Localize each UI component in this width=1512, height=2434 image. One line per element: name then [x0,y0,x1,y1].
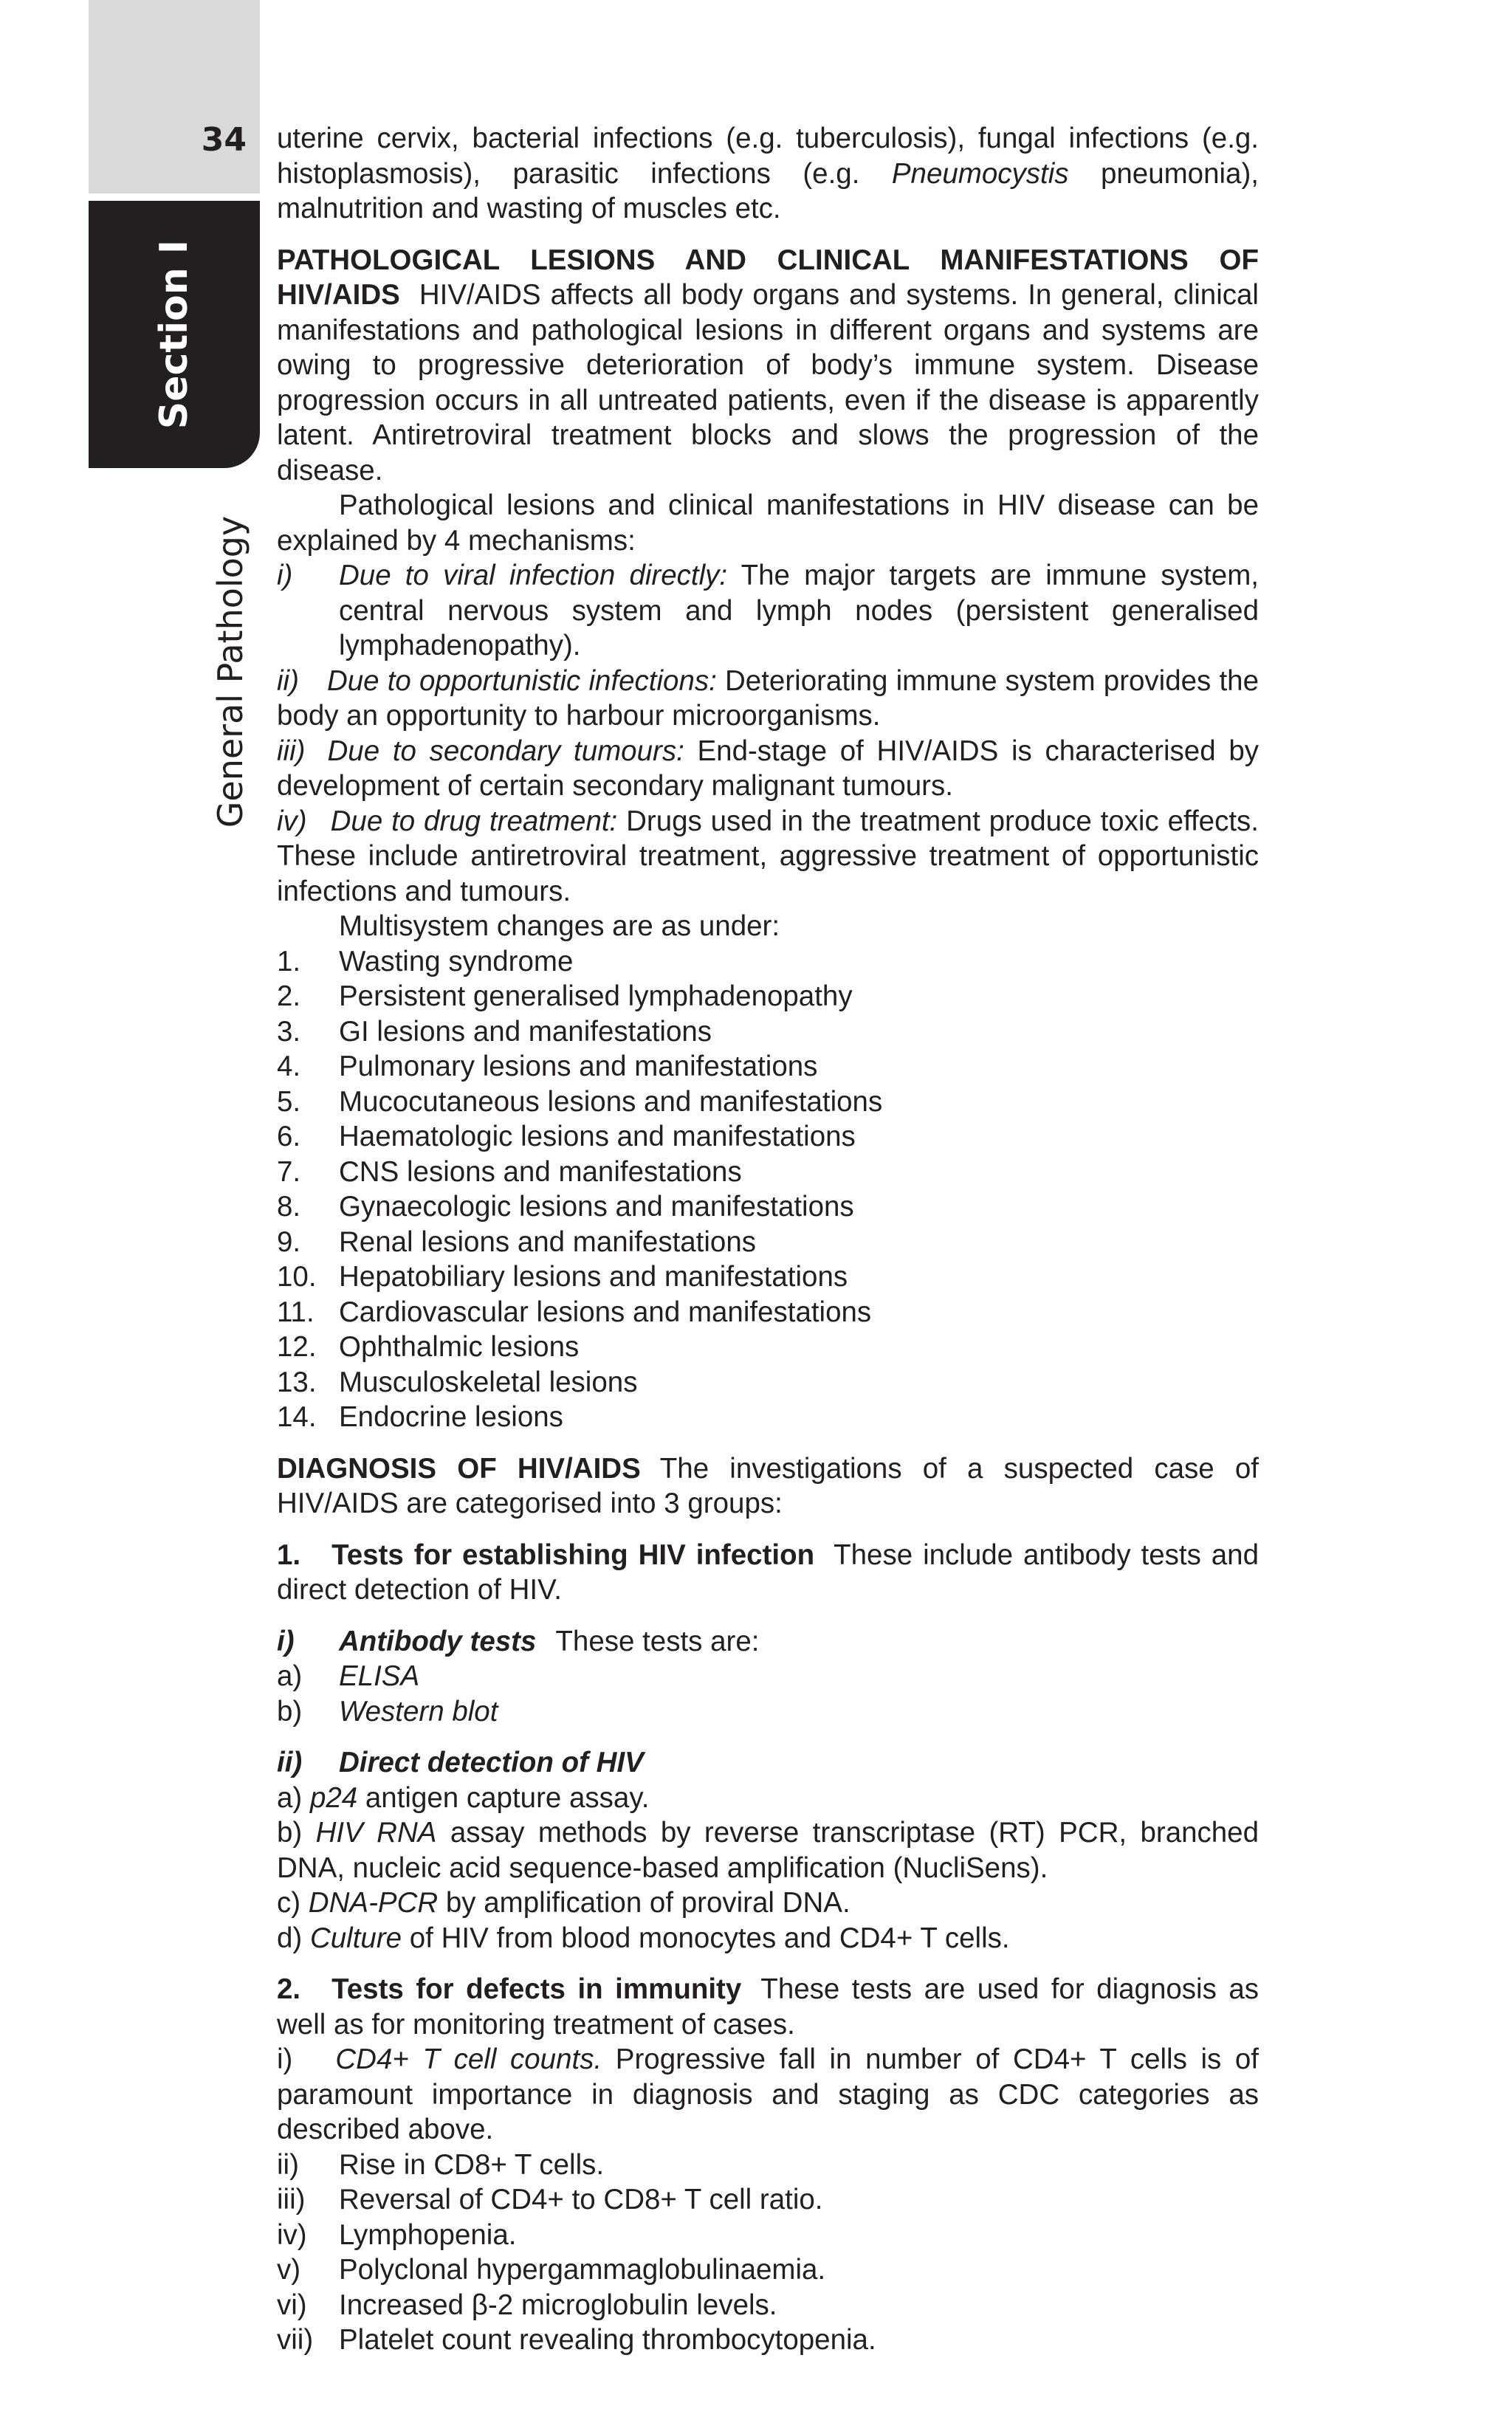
list-item: vi) Increased β-2 microglobulin levels. [277,2289,777,2321]
multisystem-list [277,944,1259,1435]
running-title: General Pathology [210,515,250,828]
direct-detection [277,1745,1259,1956]
section-tab [89,201,260,468]
list-item: ii) Rise in CD8+ T cells. [277,2148,605,2181]
list-item: 3. GI lesions and manifestations [277,1015,712,1048]
list-item: vii) Platelet count revealing thrombocytopenia. [277,2324,876,2356]
mechanism-paragraph: iv) Due to drug treatment: Drugs used in the treatment produce toxic effects. These include antiretroviral treatment, aggressive treatment of opportunistic infections and tumours. [277,805,1259,907]
mechanisms-intro: Pathological lesions and clinical manifestations in HIV disease can be explained by 4 mechanisms: [277,489,1259,557]
cd4-paragraph: i) CD4+ T cell counts. Progressive fall in number of CD4+ T cells is of paramount importance in diagnosis and staging as CDC categories as described above. [277,2043,1259,2145]
list-item: 10. Hepatobiliary lesions and manifestations [277,1261,848,1293]
list-item: 9. Renal lesions and manifestations [277,1225,756,1258]
list-item: 14. Endocrine lesions [277,1401,563,1433]
list-item: 4. Pulmonary lesions and manifestations [277,1051,818,1082]
pathology-heading: PATHOLOGICAL LESIONS AND CLINICAL MANIFESTATIONS OF HIV/AIDS [277,244,1259,311]
list-item: 8. Gynaecologic lesions and manifestations [277,1191,854,1223]
diagnosis-heading: DIAGNOSIS OF HIV/AIDS [277,1452,641,1485]
mechanism-list [277,558,1259,664]
list-item: c) DNA-PCR by amplification of proviral DNA. [277,1887,850,1919]
mechanism-paragraph: ii) Due to opportunistic infections: Deteriorating immune system provides the body an opportunity to harbour microorganisms. [277,664,1259,732]
list-item: iv) Lymphopenia. [277,2218,517,2251]
mechanism-paragraph: iii) Due to secondary tumours: End-stage of HIV/AIDS is characterised by development of certain secondary malignant tumours. [277,735,1259,802]
list-item: 12. Ophthalmic lesions [277,1331,580,1363]
immunity-list [277,2148,1259,2358]
antibody-tests [277,1624,1259,1730]
list-item: b) Western blot [277,1695,498,1727]
pathology-paragraph: PATHOLOGICAL LESIONS AND CLINICAL MANIFESTATIONS OF HIV/AIDS HIV/AIDS affects all body organs and systems. In general, clinical manifestations and pathological lesions in different organs and systems are owing to progressive deterioration of body’s immune system. Disease progression occurs in all untreated patients, even if the disease is apparently latent. Antiretroviral treatment blocks and slows the progression of the disease. [277,244,1259,487]
intro-paragraph: uterine cervix, bacterial infections (e.g. tuberculosis), fungal infections (e.g. histoplasmosis), parasitic infections (e.g. Pneumocystis pneumonia), malnutrition and wasting of muscles etc. [277,123,1259,224]
list-item: 7. CNS lesions and manifestations [277,1155,742,1188]
group2-paragraph: 2. Tests for defects in immunity These tests are used for diagnosis as well as for monitoring treatment of cases. [277,1973,1259,2041]
multisystem-intro: Multisystem changes are as under: [339,910,780,942]
list-item: 2. Persistent generalised lymphadenopathy [277,980,853,1012]
margin-shade [89,0,260,193]
list-item: 11. Cardiovascular lesions and manifestations [277,1296,872,1328]
list-item: 5. Mucocutaneous lesions and manifestations [277,1085,883,1118]
list-item: iii) Reversal of CD4+ to CD8+ T cell ratio. [277,2184,823,2215]
diagnosis-paragraph: DIAGNOSIS OF HIV/AIDS The investigations of a suspected case of HIV/AIDS are categorised into 3 groups: [277,1452,1259,1519]
list-item: 6. Haematologic lesions and manifestations [277,1121,856,1152]
list-item: d) Culture of HIV from blood monocytes and CD4+ T cells. [277,1922,1010,1954]
list-item: a) p24 antigen capture assay. [277,1781,650,1814]
page-body [277,121,1259,2358]
section-tab-label: Section I [152,239,196,430]
list-item: i) Due to viral infection directly: The major targets are immune system, central nervous system and lymph nodes (persistent generalised lymphadenopathy). [277,560,1259,661]
list-item: b) HIV RNA assay methods by reverse transcriptase (RT) PCR, branched DNA, nucleic acid sequence-based amplification (NucliSens). [277,1817,1259,1884]
group1-heading: Tests for establishing HIV infection [331,1539,815,1571]
direct-heading-row: ii) Direct detection of HIV [277,1747,644,1778]
list-item: v) Polyclonal hypergammaglobulinaemia. [277,2254,826,2286]
list-item: 1. Wasting syndrome [277,945,574,977]
list-item: a) ELISA [277,1660,420,1692]
group2-heading: Tests for defects in immunity [331,1973,742,2005]
group1-paragraph: 1. Tests for establishing HIV infection These include antibody tests and direct detection of HIV. [277,1539,1259,1606]
list-item: 13. Musculoskeletal lesions [277,1366,638,1398]
page-number: 34 [201,121,247,159]
antibody-heading-row: i) Antibody tests These tests are: [277,1625,760,1657]
